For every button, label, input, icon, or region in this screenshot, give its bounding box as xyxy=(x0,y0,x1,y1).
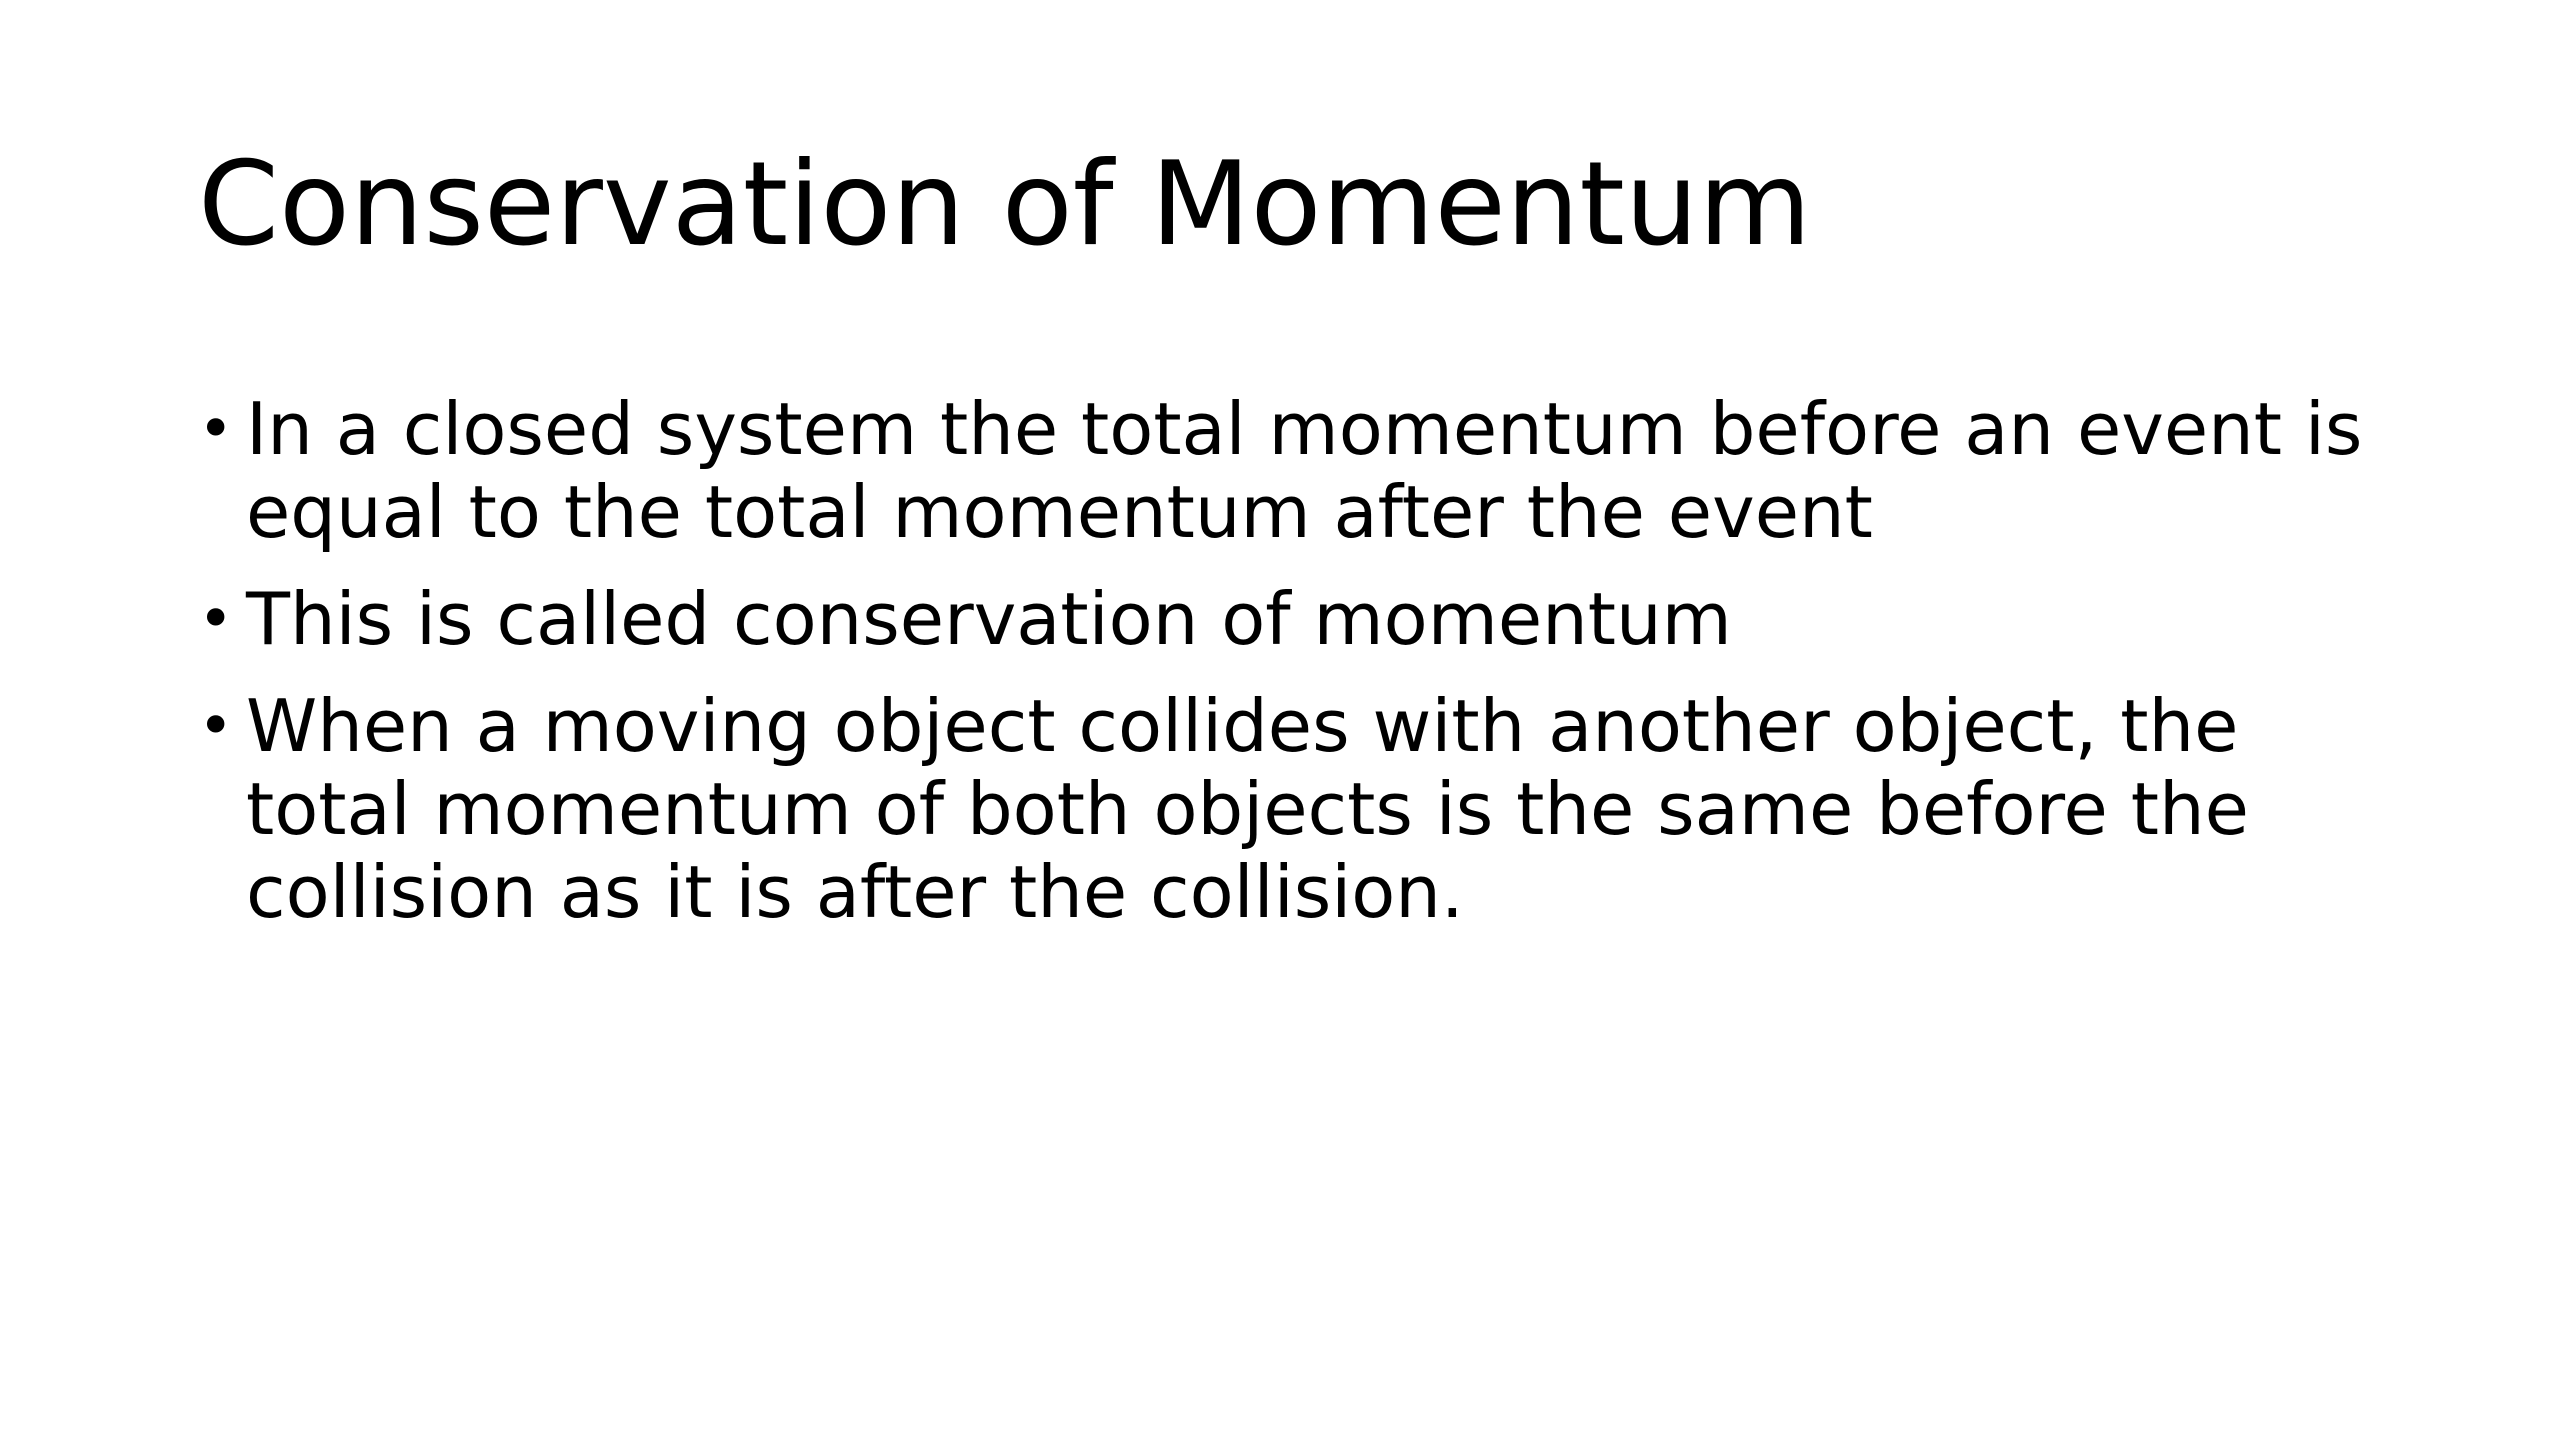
bullet-item xyxy=(198,685,2378,934)
slide-title: Conservation of Momentum xyxy=(198,137,1812,272)
bullet-list xyxy=(198,388,2378,958)
bullet-text: In a closed system the total momentum before an event is equal to the total momentum after the event xyxy=(246,387,2363,554)
bullet-text: This is called conservation of momentum xyxy=(246,577,1732,661)
bullet-item xyxy=(198,388,2378,554)
bullet-marker: • xyxy=(198,394,234,464)
bullet-marker: • xyxy=(198,691,234,761)
bullet-text: When a moving object collides with another object, the total momentum of both objects is the same before the collision as it is after the collision. xyxy=(246,684,2249,934)
bullet-marker: • xyxy=(198,584,234,654)
bullet-item xyxy=(198,578,2378,661)
